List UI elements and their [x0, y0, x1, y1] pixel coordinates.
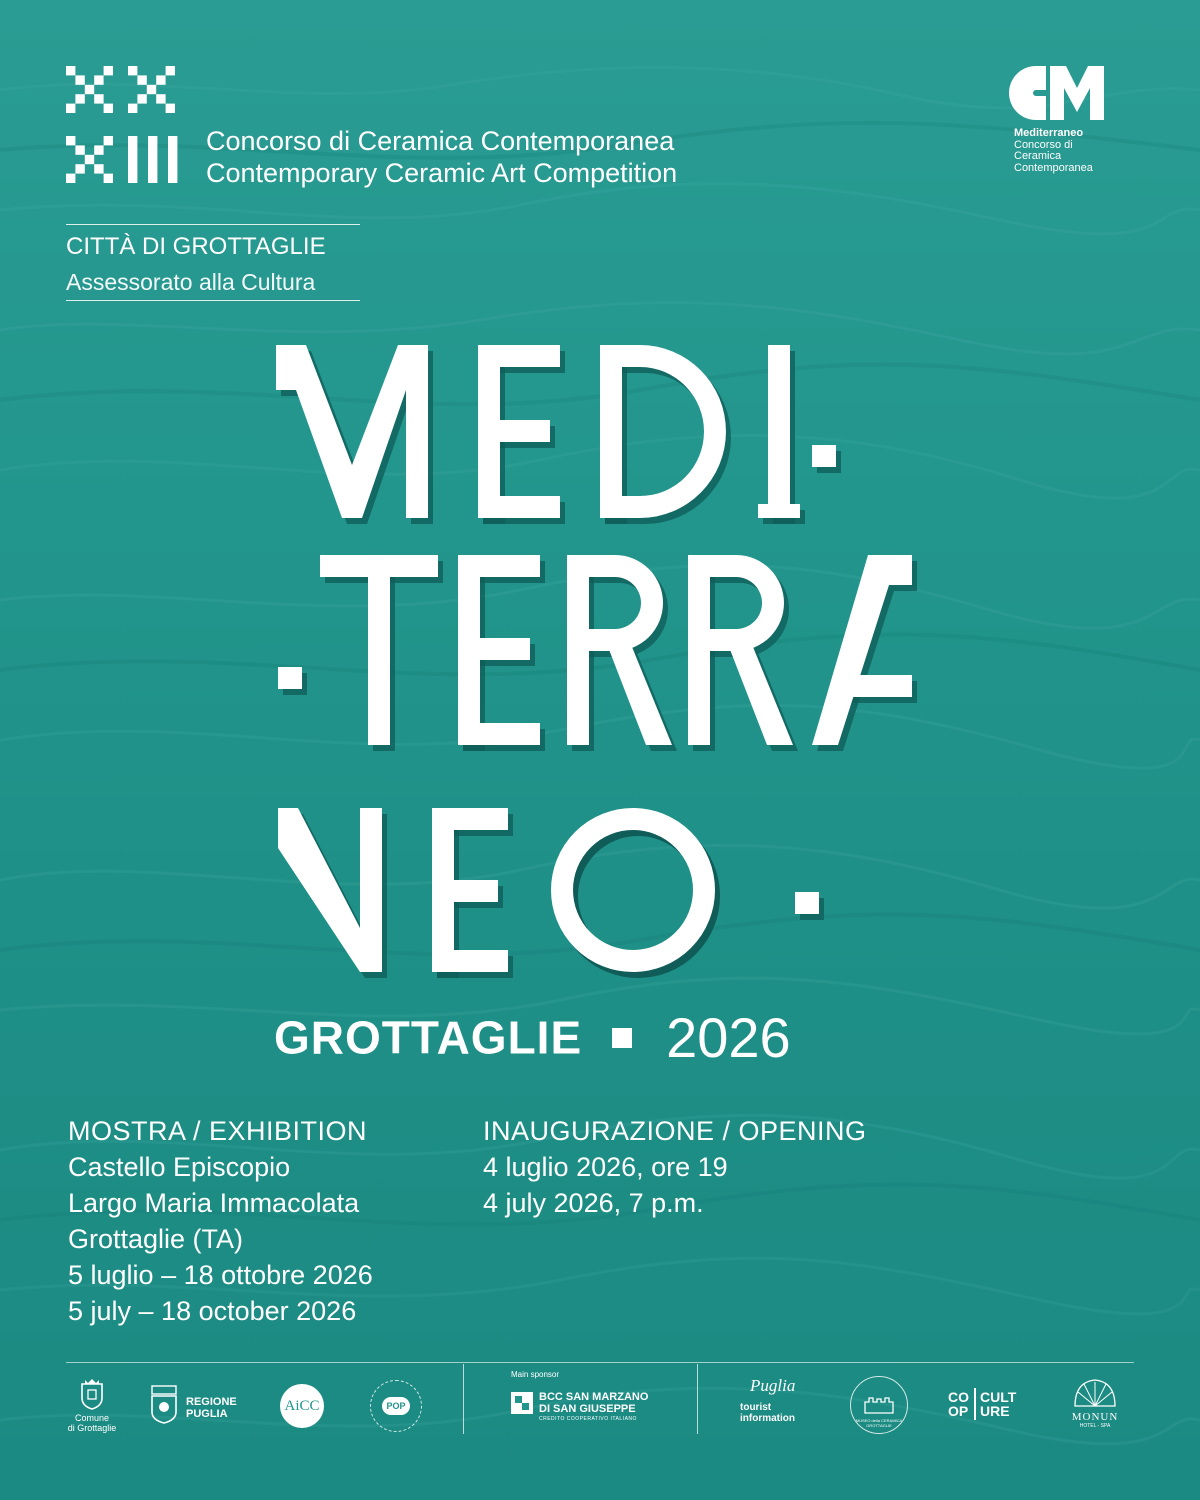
- regione-emblem-icon: [150, 1384, 178, 1424]
- coop-divider: [974, 1388, 976, 1420]
- monun-label: MONUN: [1071, 1411, 1119, 1423]
- opening-heading: INAUGURAZIONE / OPENING: [483, 1116, 867, 1146]
- bcc-line1: BCC SAN MARZANO: [539, 1391, 649, 1403]
- sponsor-separator-2: [697, 1364, 698, 1434]
- bcc-line3: CREDITO COOPERATIVO ITALIANO: [539, 1416, 637, 1422]
- city-name: CITTÀ DI GROTTAGLIE: [66, 233, 326, 260]
- competition-title-english: Contemporary Ceramic Art Competition: [206, 158, 678, 188]
- tourist-line1: tourist: [740, 1402, 772, 1413]
- coat-of-arms-icon: [79, 1378, 105, 1410]
- castle-icon: [864, 1396, 894, 1414]
- place-year-line: [274, 1005, 791, 1075]
- regione-line2: PUGLIA: [186, 1408, 228, 1420]
- coop-right2: URE: [980, 1403, 1010, 1419]
- separator-square-icon: [612, 1028, 632, 1048]
- regione-puglia-logo: [150, 1384, 250, 1428]
- comune-grottaglie-logo: [66, 1378, 118, 1433]
- tourist-line2: information: [740, 1413, 795, 1424]
- sponsor-separator-1: [463, 1364, 464, 1434]
- bcc-line2: DI SAN GIUSEPPE: [539, 1403, 636, 1415]
- cm-brand-line1: Concorso di: [1014, 138, 1073, 151]
- comune-line2: di Grottaglie: [67, 1423, 117, 1433]
- exhibition-venue: Castello Episcopio: [68, 1152, 291, 1182]
- monun-sub: HOTEL - SPA: [1079, 1423, 1111, 1429]
- exhibition-dates-italian: 5 luglio – 18 ottobre 2026: [68, 1260, 373, 1290]
- cm-brand-line3: Contemporanea: [1014, 161, 1093, 174]
- main-sponsor-bcc: [511, 1370, 671, 1430]
- regione-line1: REGIONE: [186, 1396, 237, 1408]
- coop-left1: CO: [948, 1389, 969, 1405]
- sponsor-divider: [66, 1362, 1134, 1363]
- opening-date-italian: 4 luglio 2026, ore 19: [483, 1152, 728, 1182]
- competition-title-italian: Concorso di Ceramica Contemporanea: [206, 126, 675, 156]
- museo-ceramica-logo: [850, 1376, 908, 1434]
- exhibition-town: Grottaglie (TA): [68, 1224, 244, 1254]
- cm-brand-line2: Ceramica: [1014, 150, 1062, 162]
- bcc-logo-icon: [511, 1392, 533, 1414]
- coop-left2: OP: [948, 1403, 969, 1419]
- main-sponsor-label: Main sponsor: [511, 1370, 560, 1379]
- comune-line1: Comune: [74, 1413, 110, 1423]
- opening-date-english: 4 july 2026, 7 p.m.: [483, 1188, 704, 1218]
- opening-info: [483, 1113, 867, 1221]
- monun-hotel-logo: [1060, 1378, 1130, 1436]
- coop-right1: CULT: [980, 1389, 1017, 1405]
- cm-brand-name: Mediterraneo: [1014, 127, 1084, 139]
- shell-icon: [1072, 1378, 1118, 1408]
- puglia-script: Puglia: [750, 1376, 796, 1395]
- exhibition-dates-english: 5 july – 18 october 2026: [68, 1296, 357, 1326]
- pop-logo: [370, 1380, 422, 1432]
- aicc-logo: AiCC: [280, 1384, 324, 1428]
- puglia-tourist-info-logo: [740, 1376, 810, 1436]
- exhibition-heading: MOSTRA / EXHIBITION: [68, 1116, 368, 1146]
- exhibition-info: [68, 1113, 373, 1329]
- department-name: Assessorato alla Cultura: [66, 269, 316, 295]
- coop-culture-logo: [948, 1388, 1028, 1422]
- museo-label: MUSEO della CERAMICA GROTTAGLIE: [855, 1418, 903, 1428]
- place-name: GROTTAGLIE: [274, 1011, 583, 1064]
- exhibition-address: Largo Maria Immacolata: [68, 1188, 360, 1218]
- year: 2026: [666, 1006, 791, 1069]
- pop-label: POP: [382, 1397, 410, 1415]
